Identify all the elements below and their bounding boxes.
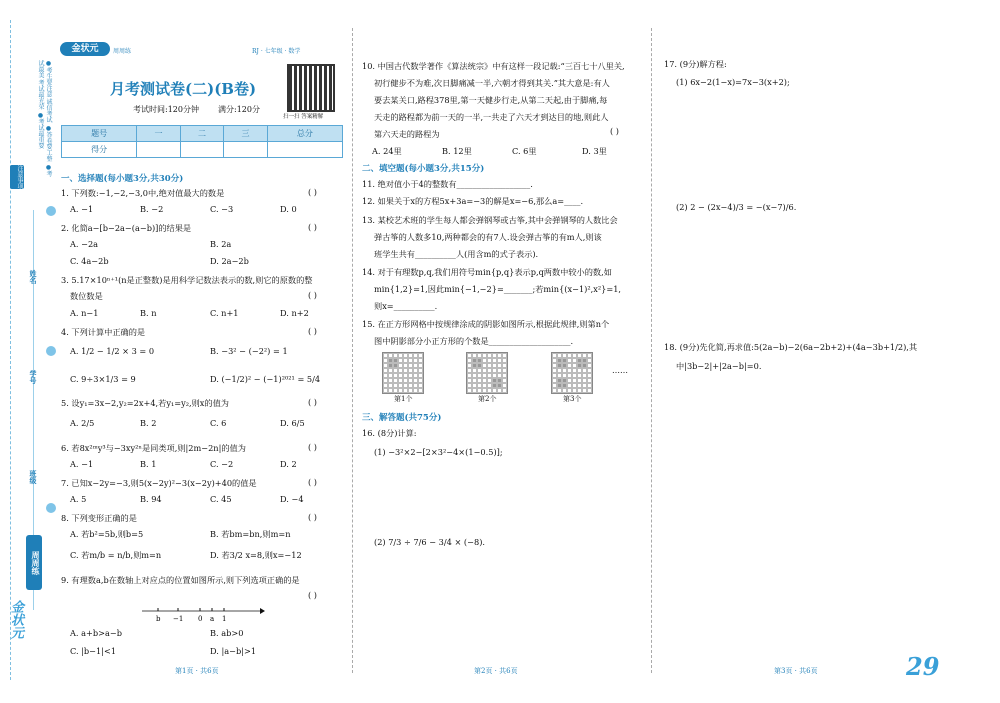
answer-blank[interactable]: ( ) [308, 442, 317, 452]
question-18: 18. (9分)先化简,再求值:5(2a−b)−2(6a−2b+2)+(4a−3b+1/2),其 [664, 342, 918, 352]
text-line: 要去某关口,路程378里,第一天健步行走,从第二天起,由于脚痛,每 [374, 95, 608, 105]
pattern-figure-2 [466, 352, 508, 394]
slogan: ●答卷要工整 [45, 124, 52, 162]
question-4: 4. 下列计算中正确的是 [61, 327, 146, 337]
page-title: 月考测试卷(二)(B卷) [110, 80, 257, 98]
punch-hole [46, 503, 56, 513]
slogan: ●考试最重要 [37, 111, 44, 149]
meta-text: RJ · 七年级 · 数学 [252, 48, 301, 55]
answer-blank[interactable]: ( ) [308, 512, 317, 522]
option[interactable]: C. 6里 [512, 146, 537, 156]
text-line: 10. 中国古代数学著作《算法统宗》中有这样一段记载:“三百七十八里关, [362, 61, 625, 71]
option[interactable]: B. 2a [210, 239, 232, 249]
page-number: 29 [906, 652, 940, 681]
option[interactable]: A. −2a [70, 239, 99, 249]
question-8: 8. 下列变形正确的是 [61, 513, 137, 523]
option[interactable]: C. 9÷3×1/3 = 9 [70, 374, 136, 384]
exam-score: 满分:120分 [218, 105, 260, 114]
ellipsis: …… [612, 366, 628, 375]
question-7: 7. 已知x−2y=−3,则5(x−2y)²−3(x−2y)+40的值是 [61, 478, 257, 488]
question-16-2: (2) 7/3 ÷ 7/6 − 3/4 × (−8). [374, 537, 485, 547]
option[interactable]: A. 24里 [372, 146, 402, 156]
qr-caption: 扫一扫 答案精解 [283, 114, 324, 120]
pattern-figure-1 [382, 352, 424, 394]
score-header-cell: 一 [137, 126, 181, 142]
option[interactable]: A. 1/2 − 1/2 × 3 = 0 [70, 346, 155, 356]
text-line: 第六天走的路程为 [374, 129, 440, 139]
score-input-cell[interactable] [224, 142, 268, 158]
option[interactable]: B. 1 [140, 459, 157, 469]
option[interactable]: D. 3里 [582, 146, 607, 156]
text-line: 14. 对于有理数p,q,我们用符号min{p,q}表示p,q两数中较小的数,如 [362, 267, 612, 277]
score-table [61, 125, 343, 158]
question-16-1: (1) −3²×2−[2×3²−4×(1−0.5)]; [374, 447, 503, 457]
page-footer: 第3页 · 共6页 [774, 667, 818, 675]
option[interactable]: A. 5 [70, 494, 87, 504]
axis-arrow [260, 608, 265, 614]
grid-cell [587, 388, 592, 393]
text-line: 班学生共有__________人(用含m的式子表示). [374, 249, 539, 259]
option[interactable]: D. n+2 [280, 308, 309, 318]
text-line: 弹古筝的人数多10,两种都会的有7人.设会弹古筝的有m人,则该 [374, 232, 602, 242]
axis-label: b [156, 615, 161, 623]
score-label-cell: 得分 [62, 142, 137, 158]
slogan: 诚信考试 [45, 98, 52, 123]
score-header-cell: 二 [180, 126, 224, 142]
option[interactable]: A. n−1 [70, 308, 99, 318]
axis-label: −1 [173, 615, 184, 623]
option[interactable]: B. 12里 [442, 146, 472, 156]
question-11: 11. 绝对值小于4的整数有__________________. [362, 179, 533, 189]
side-logo: 金状元 [8, 600, 23, 639]
section-heading: 二、填空题(每小题3分,共15分) [362, 164, 485, 174]
grid-cell [502, 388, 507, 393]
score-header-cell: 总分 [267, 126, 342, 142]
page-footer: 第1页 · 共6页 [175, 667, 219, 675]
question-12: 12. 如果关于x的方程5x+3a=−3的解是x=−6,那么a=____. [362, 196, 584, 206]
answer-blank[interactable]: ( ) [308, 222, 317, 232]
name-label: 姓名 [29, 270, 38, 284]
option[interactable]: B. n [140, 308, 157, 318]
slogan: ●考试最美 [37, 60, 52, 177]
answer-blank[interactable]: ( ) [308, 326, 317, 336]
page-footer: 第2页 · 共6页 [474, 667, 518, 675]
question-6: 6. 若8x²ᵐy³与−3xy²ⁿ是同类项,则|2m−2n|的值为 [61, 443, 246, 453]
question-3: 3. 5.17×10ⁿ⁺¹(n是正整数)是用科学记数法表示的数,则它的原数的整 [61, 275, 313, 285]
question-15 [362, 316, 609, 350]
id-label: 学号 [29, 370, 38, 384]
question-5: 5. 设y₁=3x−2,y₂=2x+4,若y₁=y₂,则x的值为 [61, 398, 229, 408]
question-14 [362, 264, 621, 315]
axis-label: a [210, 615, 215, 623]
question-16: 16. (8分)计算: [362, 428, 417, 438]
question-3-cont: 数位数是 [70, 291, 103, 301]
option[interactable]: D. 2 [280, 459, 297, 469]
text-line: 天走的路程都为前一天的一半,一共走了六天才到达目的地,则此人 [374, 112, 609, 122]
option[interactable]: B. −2 [140, 204, 164, 214]
text-line: 图中阴影部分小正方形的个数是____________________. [374, 336, 574, 346]
option[interactable]: D. |a−b|>1 [210, 646, 257, 656]
option[interactable]: C. 若m/b = n/b,则m=n [70, 550, 162, 560]
option[interactable]: C. −3 [210, 204, 234, 214]
slogan: 考试最光荣 [37, 79, 44, 110]
option[interactable]: B. 2 [140, 418, 157, 428]
question-10 [362, 58, 625, 143]
option[interactable]: C. −2 [210, 459, 234, 469]
text-line: 则x=__________. [374, 301, 438, 311]
answer-blank[interactable]: ( ) [610, 126, 619, 136]
question-9: 9. 有理数a,b在数轴上对应点的位置如图所示,则下列选项正确的是 [61, 575, 300, 585]
punch-hole [46, 206, 56, 216]
option[interactable]: B. 若bm=bn,则m=n [210, 529, 291, 539]
section-heading: 一、选择题(每小题3分,共30分) [61, 174, 184, 184]
option[interactable]: A. −1 [70, 459, 94, 469]
score-input-cell[interactable] [137, 142, 181, 158]
binding-line [3, 20, 11, 680]
option[interactable]: B. −3² − (−2²) = 1 [210, 346, 288, 356]
option[interactable]: B. 94 [140, 494, 162, 504]
question-17: 17. (9分)解方程: [664, 59, 727, 69]
sidebar-slogans [14, 60, 52, 180]
axis-label: 0 [198, 615, 203, 623]
text-line: 15. 在正方形网格中按规律涂成的阴影如图所示,根据此规律,则第n个 [362, 319, 610, 329]
option[interactable]: D. 6/5 [280, 418, 305, 428]
punch-hole [46, 346, 56, 356]
option[interactable]: C. 45 [210, 494, 232, 504]
section-heading: 三、解答题(共75分) [362, 413, 442, 423]
option[interactable]: A. 若b²=5b,则b=5 [70, 529, 144, 539]
answer-blank[interactable]: ( ) [308, 397, 317, 407]
axis-label: 1 [222, 615, 227, 623]
question-17-1: (1) 6x−2(1−x)=7x−3(x+2); [676, 77, 790, 87]
option[interactable]: C. |b−1|<1 [70, 646, 117, 656]
side-brand-tag: 周周练 [26, 535, 42, 590]
left-sidebar [0, 0, 58, 703]
question-2: 2. 化简a−[b−2a−(a−b)]的结果是 [61, 223, 192, 233]
score-header-cell: 三 [224, 126, 268, 142]
text-line: min{1,2}=1,因此min{−1,−2}=_______;若min{(x−1)²,x²}=1, [374, 284, 622, 294]
text-line: 初行健步不为难,次日脚痛减一半,六朝才得到其关.”其大意是:有人 [374, 78, 610, 88]
answer-blank[interactable]: ( ) [308, 477, 317, 487]
figure-caption: 第2个 [478, 395, 497, 403]
grid-cell [418, 388, 423, 393]
option[interactable]: A. −1 [70, 204, 94, 214]
qr-code-icon[interactable] [287, 64, 335, 112]
option[interactable]: A. 2/5 [70, 418, 95, 428]
option[interactable]: D. 2a−2b [210, 256, 249, 266]
exam-time: 考试时间:120分钟 [133, 105, 199, 114]
option[interactable]: D. 0 [280, 204, 297, 214]
option[interactable]: B. ab>0 [210, 628, 244, 638]
option[interactable]: C. 6 [210, 418, 227, 428]
column-divider [352, 28, 353, 673]
text-line: 13. 某校艺术班的学生每人都会弹钢琴或古筝,其中会弹钢琴的人数比会 [362, 215, 618, 225]
option[interactable]: D. 若3/2 x=8,则x=−12 [210, 550, 302, 560]
number-line [140, 603, 265, 623]
option[interactable]: D. −4 [280, 494, 304, 504]
option[interactable]: D. (−1/2)² − (−1)²⁰²¹ = 5/4 [210, 374, 321, 384]
score-input-cell[interactable] [267, 142, 342, 158]
answer-blank[interactable]: ( ) [308, 290, 317, 300]
answer-blank[interactable]: ( ) [308, 187, 317, 197]
figure-caption: 第1个 [394, 395, 413, 403]
score-header-cell: 题号 [62, 126, 137, 142]
option[interactable]: A. a+b>a−b [70, 628, 122, 638]
brand-tag: 周周练 [113, 48, 132, 55]
score-input-cell[interactable] [180, 142, 224, 158]
answer-blank[interactable]: ( ) [308, 590, 317, 600]
question-1: 1. 下列数:−1,−2,−3,0中,绝对值最大的数是 [61, 188, 225, 198]
figure-caption: 第3个 [563, 395, 582, 403]
brand-logo: 金状元 [60, 42, 110, 56]
sidebar-tag: 注意事项 [10, 165, 24, 189]
question-13 [362, 212, 618, 263]
slogan: ●考生要注意 [45, 60, 52, 97]
pattern-figure-3 [551, 352, 593, 394]
class-label: 班级 [29, 470, 38, 484]
column-divider [651, 28, 652, 673]
question-18-cont: 中|3b−2|+|2a−b|=0. [676, 361, 762, 371]
option[interactable]: C. 4a−2b [70, 256, 109, 266]
question-17-2: (2) 2 − (2x−4)/3 = −(x−7)/6. [676, 202, 797, 212]
option[interactable]: C. n+1 [210, 308, 239, 318]
